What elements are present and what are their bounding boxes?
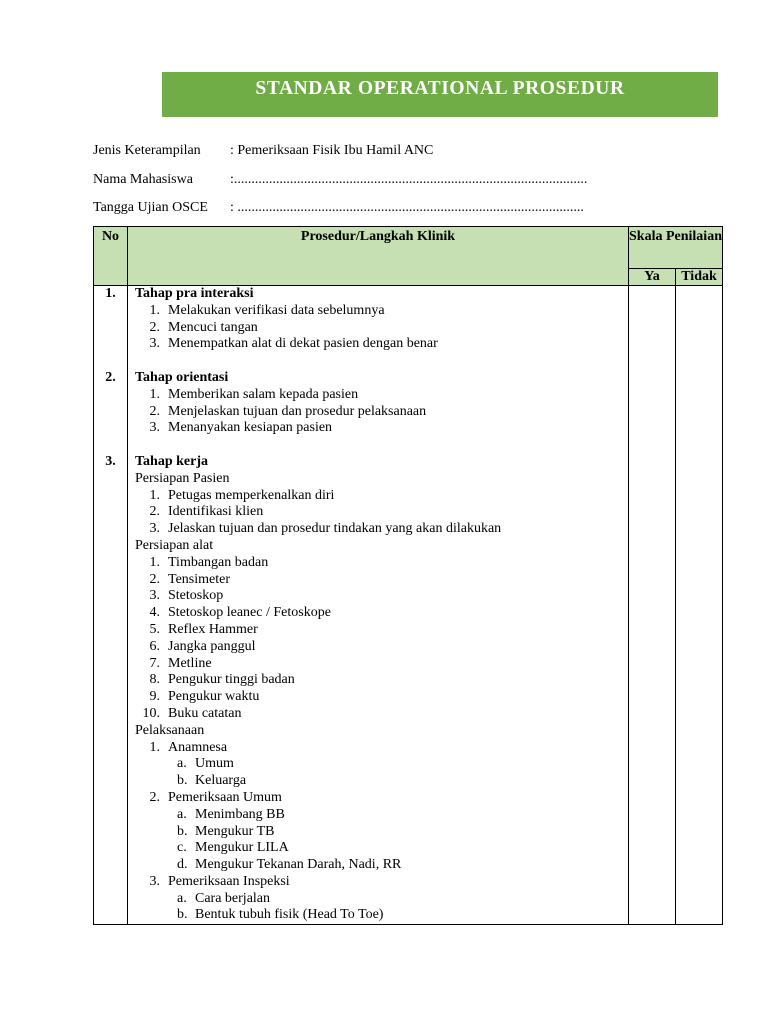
sub-item: b. Bentuk tubuh fisik (Head To Toe) (177, 907, 384, 923)
list-item: 9. Pengukur waktu (149, 689, 260, 705)
sub-item: a. Menimbang BB (177, 806, 285, 822)
section-heading: Persiapan alat (135, 537, 214, 553)
list-item: 2. Identifikasi klien (149, 504, 264, 520)
header-ya: Ya (629, 269, 676, 286)
sub-item: b. Keluarga (177, 773, 247, 789)
info-row-jenis (93, 143, 433, 159)
list-item: 3. Menempatkan alat di dekat pasien dengan benar (149, 336, 438, 352)
section-heading: Pelaksanaan (135, 722, 205, 738)
header-tidak: Tidak (676, 269, 723, 286)
info-row-tanggal (93, 200, 584, 216)
list-item: 8. Pengukur tinggi badan (149, 672, 295, 688)
sub-item: a. Umum (177, 756, 234, 772)
tanggal-label: Tangga Ujian OSCE (93, 200, 208, 215)
list-item: 3. Menanyakan kesiapan pasien (149, 420, 333, 436)
nama-label: Nama Mahasiswa (93, 172, 193, 187)
list-item: 1. Melakukan verifikasi data sebelumnya (149, 302, 385, 318)
list-item: 5. Reflex Hammer (149, 621, 258, 637)
list-item: 6. Jangka panggul (149, 638, 256, 654)
list-item: 2. Tensimeter (149, 571, 230, 587)
sub-item: a. Cara berjalan (177, 890, 271, 906)
list-item: 7. Metline (149, 655, 212, 671)
tanggal-value: : ................................................................................................... (230, 200, 584, 215)
list-item: 2. Mencuci tangan (149, 319, 258, 335)
list-item: 3. Stetoskop (149, 588, 224, 604)
header-prosedur: Prosedur/Langkah Klinik (128, 227, 629, 286)
list-item: 1. Petugas memperkenalkan diri (149, 487, 335, 503)
sub-item: b. Mengukur TB (177, 823, 275, 839)
number-cell (94, 286, 128, 925)
table-row (94, 286, 723, 925)
sop-table (93, 226, 723, 925)
header-no: No (94, 227, 128, 286)
stage-number: 3. (105, 453, 116, 469)
list-item: 3. Jelaskan tujuan dan prosedur tindakan yang akan dilakukan (149, 521, 502, 537)
list-item: 1. Memberikan salam kepada pasien (149, 386, 359, 402)
ya-checkbox-cell[interactable] (629, 286, 676, 925)
procedure-cell (128, 286, 629, 925)
section-heading: Persiapan Pasien (135, 470, 230, 486)
list-item: 1. Timbangan badan (149, 554, 269, 570)
list-item: 2. Pemeriksaan Umum (149, 789, 282, 805)
stage-number: 2. (105, 369, 116, 385)
stage-title: Tahap kerja (135, 453, 209, 469)
jenis-value: : Pemeriksaan Fisik Ibu Hamil ANC (230, 143, 434, 158)
page-title: STANDAR OPERATIONAL PROSEDUR (162, 72, 718, 117)
tidak-checkbox-cell[interactable] (676, 286, 723, 925)
jenis-label: Jenis Keterampilan (93, 143, 201, 158)
stage-title: Tahap orientasi (135, 369, 229, 385)
info-row-nama (93, 172, 587, 188)
list-item: 3. Pemeriksaan Inspeksi (149, 873, 290, 889)
list-item: 10. Buku catatan (142, 705, 242, 721)
stage-number: 1. (105, 286, 116, 301)
nama-value: :..................................................................................................... (230, 172, 588, 187)
list-item: 2. Menjelaskan tujuan dan prosedur pelaksanaan (149, 403, 427, 419)
stage-title: Tahap pra interaksi (135, 286, 254, 301)
header-skala: Skala Penilaian (629, 227, 723, 269)
list-item: 4. Stetoskop leanec / Fetoskope (149, 605, 331, 621)
sub-item: d. Mengukur Tekanan Darah, Nadi, RR (177, 857, 402, 873)
list-item: 1. Anamnesa (149, 739, 228, 755)
sub-item: c. Mengukur LILA (177, 840, 289, 856)
